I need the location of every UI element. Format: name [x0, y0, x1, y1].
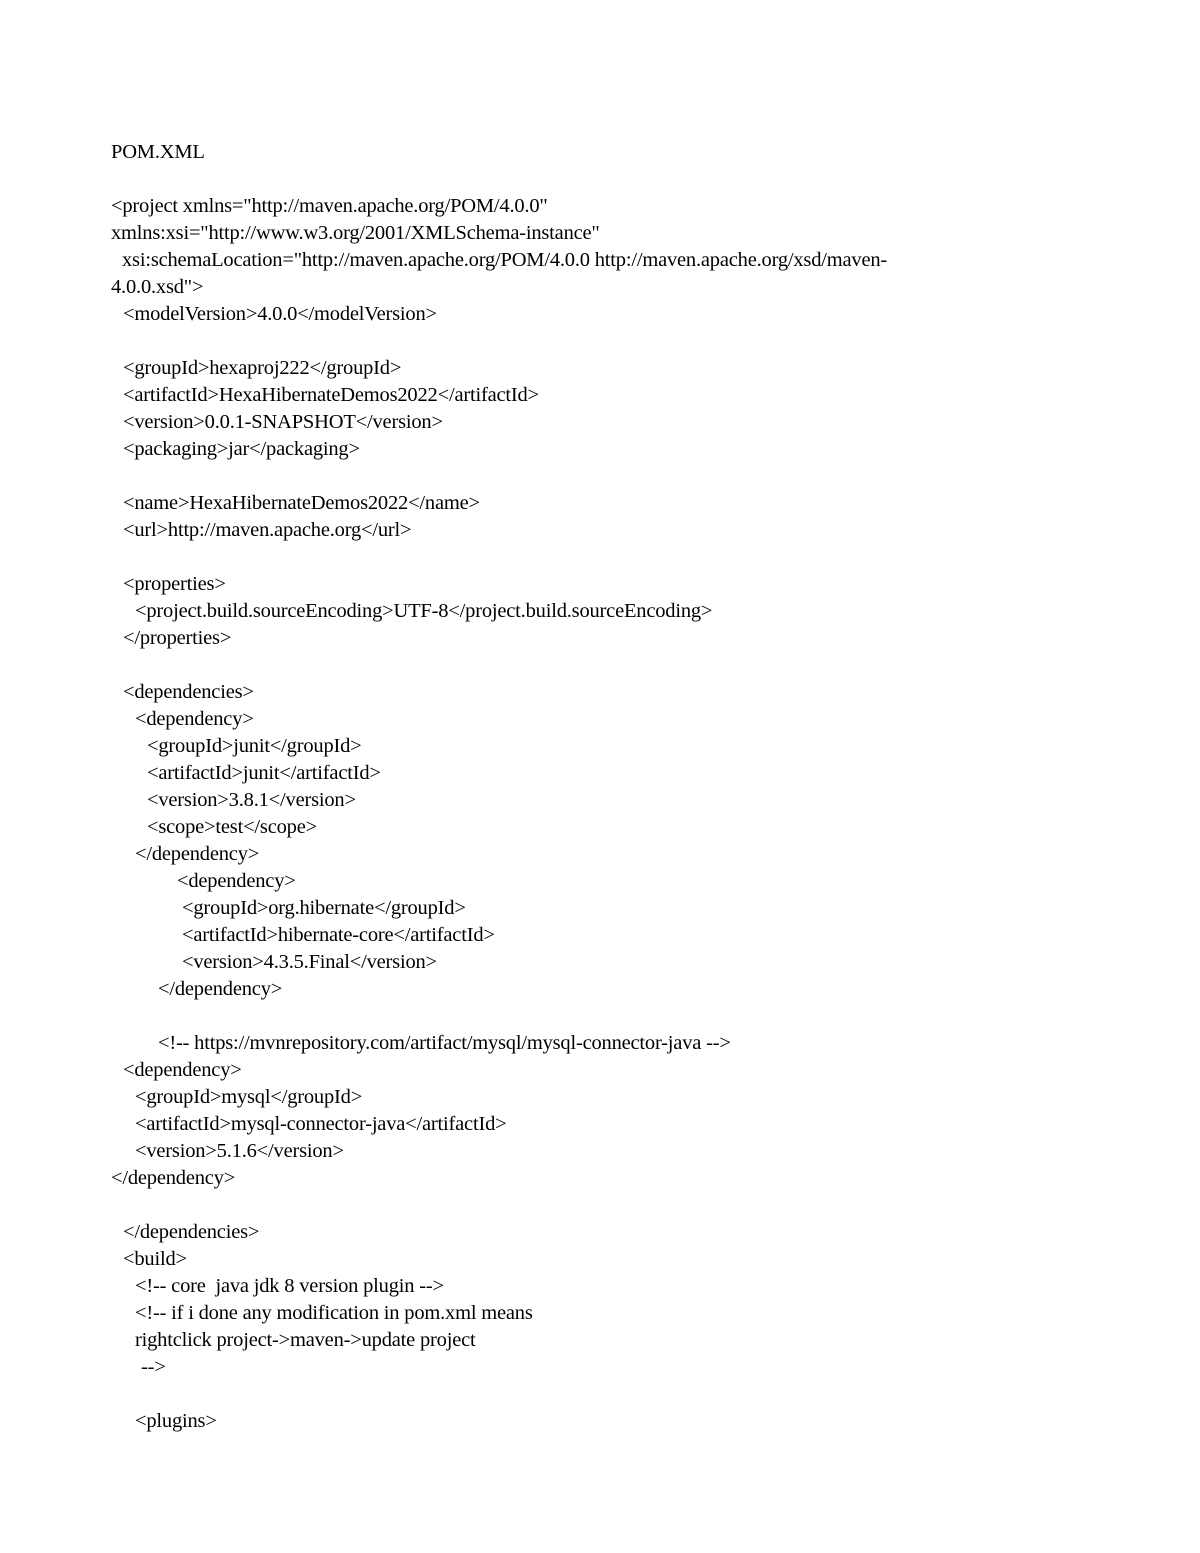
- code-line: <version>5.1.6</version>: [135, 1140, 344, 1162]
- code-line: <dependency>: [135, 708, 254, 730]
- code-comment-line: rightclick project->maven->update project: [135, 1329, 476, 1351]
- code-line: <packaging>jar</packaging>: [123, 438, 360, 460]
- code-line: <artifactId>mysql-connector-java</artifactId>: [135, 1113, 507, 1135]
- code-comment-line: <!-- https://mvnrepository.com/artifact/mysql/mysql-connector-java -->: [158, 1032, 731, 1054]
- code-line: <project.build.sourceEncoding>UTF-8</project.build.sourceEncoding>: [135, 600, 713, 622]
- code-line: <properties>: [123, 573, 226, 595]
- code-line: <name>HexaHibernateDemos2022</name>: [123, 492, 480, 514]
- code-comment-line: -->: [141, 1356, 166, 1378]
- code-comment-line: <!-- core java jdk 8 version plugin -->: [135, 1275, 444, 1297]
- code-line: <groupId>org.hibernate</groupId>: [182, 897, 466, 919]
- code-line: <modelVersion>4.0.0</modelVersion>: [123, 303, 437, 325]
- code-comment-line: <!-- if i done any modification in pom.xml means: [135, 1302, 533, 1324]
- code-line: <version>4.3.5.Final</version>: [182, 951, 437, 973]
- code-line: <artifactId>HexaHibernateDemos2022</artifactId>: [123, 384, 539, 406]
- code-line: <dependencies>: [123, 681, 254, 703]
- code-line: </dependency>: [111, 1167, 236, 1189]
- code-line: xmlns:xsi="http://www.w3.org/2001/XMLSchema-instance": [111, 222, 600, 244]
- code-line: <plugins>: [135, 1410, 217, 1432]
- code-line: </dependency>: [158, 978, 283, 1000]
- code-line: <artifactId>hibernate-core</artifactId>: [182, 924, 495, 946]
- code-line: <url>http://maven.apache.org</url>: [123, 519, 412, 541]
- code-line: <dependency>: [123, 1059, 242, 1081]
- code-line: </dependencies>: [123, 1221, 260, 1243]
- code-line: <version>0.0.1-SNAPSHOT</version>: [123, 411, 443, 433]
- code-line: <project xmlns="http://maven.apache.org/POM/4.0.0": [111, 195, 548, 217]
- code-line: <build>: [123, 1248, 187, 1270]
- code-line: <version>3.8.1</version>: [147, 789, 356, 811]
- code-line: <scope>test</scope>: [147, 816, 317, 838]
- code-line: xsi:schemaLocation="http://maven.apache.org/POM/4.0.0 http://maven.apache.org/xsd/maven-: [122, 249, 888, 271]
- code-line: </dependency>: [135, 843, 260, 865]
- code-line: <dependency>: [177, 870, 296, 892]
- code-line: 4.0.0.xsd">: [111, 276, 204, 298]
- code-line: <groupId>hexaproj222</groupId>: [123, 357, 402, 379]
- code-line: <artifactId>junit</artifactId>: [147, 762, 381, 784]
- document-title: POM.XML: [111, 141, 205, 163]
- code-line: <groupId>junit</groupId>: [147, 735, 362, 757]
- code-line: <groupId>mysql</groupId>: [135, 1086, 363, 1108]
- code-line: </properties>: [123, 627, 232, 649]
